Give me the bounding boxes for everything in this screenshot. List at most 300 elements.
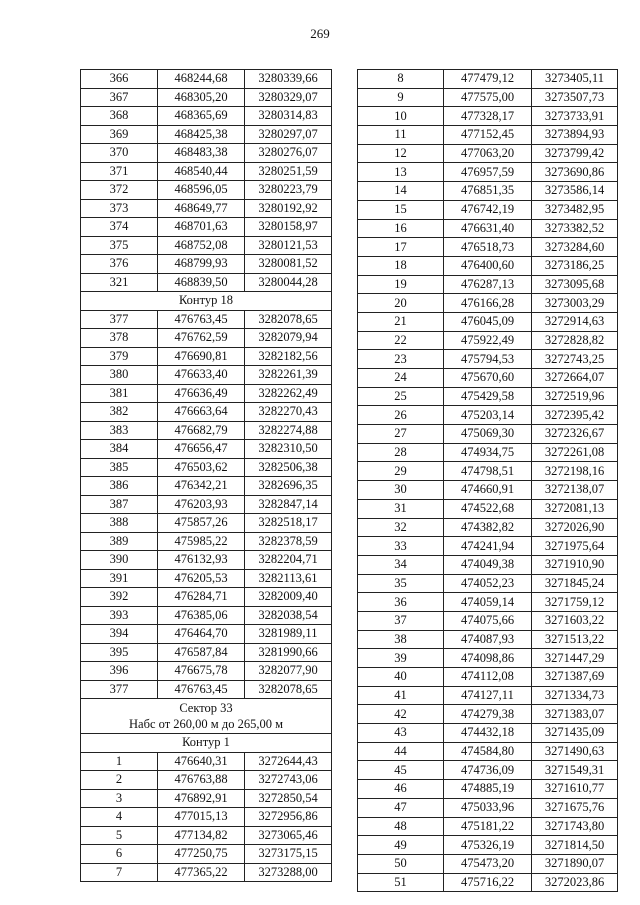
- x-coordinate-cell: 475203,14: [444, 406, 532, 425]
- point-number-cell: 368: [81, 107, 158, 126]
- y-coordinate-cell: 3272743,06: [245, 771, 332, 790]
- x-coordinate-cell: 476400,60: [444, 256, 532, 275]
- page-number: 269: [310, 26, 330, 41]
- x-coordinate-cell: 474049,38: [444, 555, 532, 574]
- x-coordinate-cell: 468799,93: [158, 255, 245, 274]
- y-coordinate-cell: 3271435,09: [532, 724, 618, 743]
- table-row: [81, 588, 332, 607]
- table-row: [81, 808, 332, 827]
- table-row: [81, 107, 332, 126]
- x-coordinate-cell: 475716,22: [444, 873, 532, 892]
- table-row: [81, 625, 332, 644]
- y-coordinate-cell: 3280121,53: [245, 236, 332, 255]
- x-coordinate-cell: 475794,53: [444, 350, 532, 369]
- table-row: [358, 854, 618, 873]
- x-coordinate-cell: 476342,21: [158, 477, 245, 496]
- y-coordinate-cell: 3273482,95: [532, 200, 618, 219]
- point-number-cell: 29: [358, 462, 444, 481]
- point-number-cell: 387: [81, 495, 158, 514]
- y-coordinate-cell: 3272850,54: [245, 789, 332, 808]
- x-coordinate-cell: 468839,50: [158, 273, 245, 292]
- table-row: [358, 780, 618, 799]
- y-coordinate-cell: 3271490,63: [532, 742, 618, 761]
- x-coordinate-cell: 476762,59: [158, 329, 245, 348]
- y-coordinate-cell: 3271447,29: [532, 649, 618, 668]
- coordinates-table-left: [80, 69, 332, 882]
- x-coordinate-cell: 477134,82: [158, 826, 245, 845]
- y-coordinate-cell: 3272956,86: [245, 808, 332, 827]
- point-number-cell: 393: [81, 606, 158, 625]
- y-coordinate-cell: 3271845,24: [532, 574, 618, 593]
- x-coordinate-cell: 474052,23: [444, 574, 532, 593]
- y-coordinate-cell: 3272198,16: [532, 462, 618, 481]
- x-coordinate-cell: 474432,18: [444, 724, 532, 743]
- x-coordinate-cell: 474098,86: [444, 649, 532, 668]
- table-row: [358, 256, 618, 275]
- x-coordinate-cell: 475326,19: [444, 836, 532, 855]
- x-coordinate-cell: 476675,78: [158, 662, 245, 681]
- x-coordinate-cell: 477015,13: [158, 808, 245, 827]
- x-coordinate-cell: 468649,77: [158, 199, 245, 218]
- table-row: [358, 350, 618, 369]
- point-number-cell: 4: [81, 808, 158, 827]
- y-coordinate-cell: 3282077,90: [245, 662, 332, 681]
- y-coordinate-cell: 3272664,07: [532, 369, 618, 388]
- point-number-cell: 376: [81, 255, 158, 274]
- y-coordinate-cell: 3282847,14: [245, 495, 332, 514]
- y-coordinate-cell: 3282378,59: [245, 532, 332, 551]
- y-coordinate-cell: 3273288,00: [245, 863, 332, 882]
- x-coordinate-cell: 477250,75: [158, 845, 245, 864]
- x-coordinate-cell: 475429,58: [444, 387, 532, 406]
- point-number-cell: 3: [81, 789, 158, 808]
- x-coordinate-cell: 476287,13: [444, 275, 532, 294]
- y-coordinate-cell: 3273175,15: [245, 845, 332, 864]
- table-row: [81, 863, 332, 882]
- point-number-cell: 43: [358, 724, 444, 743]
- point-number-cell: 45: [358, 761, 444, 780]
- table-row: [358, 836, 618, 855]
- section-header: Сектор 33 Набс от 260,00 м до 265,00 м: [81, 699, 332, 734]
- table-row: [81, 421, 332, 440]
- table-row: [358, 126, 618, 145]
- y-coordinate-cell: 3282078,65: [245, 310, 332, 329]
- point-number-cell: 51: [358, 873, 444, 892]
- table-row: [81, 495, 332, 514]
- table-row: [81, 771, 332, 790]
- x-coordinate-cell: 474075,66: [444, 611, 532, 630]
- point-number-cell: 50: [358, 854, 444, 873]
- table-row: [81, 384, 332, 403]
- table-row: [81, 662, 332, 681]
- point-number-cell: 369: [81, 125, 158, 144]
- section-header: Контур 18: [81, 292, 332, 311]
- x-coordinate-cell: 474736,09: [444, 761, 532, 780]
- point-number-cell: 378: [81, 329, 158, 348]
- x-coordinate-cell: 476682,79: [158, 421, 245, 440]
- table-row: [358, 761, 618, 780]
- y-coordinate-cell: 3282261,39: [245, 366, 332, 385]
- x-coordinate-cell: 474112,08: [444, 668, 532, 687]
- table-row: [81, 236, 332, 255]
- table-row: [81, 752, 332, 771]
- point-number-cell: 35: [358, 574, 444, 593]
- y-coordinate-cell: 3273003,29: [532, 294, 618, 313]
- x-coordinate-cell: 468752,08: [158, 236, 245, 255]
- point-number-cell: 46: [358, 780, 444, 799]
- y-coordinate-cell: 3273799,42: [532, 144, 618, 163]
- x-coordinate-cell: 474087,93: [444, 630, 532, 649]
- table-row: [358, 705, 618, 724]
- y-coordinate-cell: 3271334,73: [532, 686, 618, 705]
- x-coordinate-cell: 474885,19: [444, 780, 532, 799]
- y-coordinate-cell: 3271610,77: [532, 780, 618, 799]
- y-coordinate-cell: 3272644,43: [245, 752, 332, 771]
- x-coordinate-cell: 476203,93: [158, 495, 245, 514]
- point-number-cell: 19: [358, 275, 444, 294]
- point-number-cell: 321: [81, 273, 158, 292]
- x-coordinate-cell: 474798,51: [444, 462, 532, 481]
- table-row: [81, 162, 332, 181]
- x-coordinate-cell: 468365,69: [158, 107, 245, 126]
- point-number-cell: 48: [358, 817, 444, 836]
- point-number-cell: 39: [358, 649, 444, 668]
- point-number-cell: 390: [81, 551, 158, 570]
- table-row: [81, 255, 332, 274]
- x-coordinate-cell: 474279,38: [444, 705, 532, 724]
- point-number-cell: 21: [358, 312, 444, 331]
- y-coordinate-cell: 3282506,38: [245, 458, 332, 477]
- point-number-cell: 27: [358, 425, 444, 444]
- point-number-cell: 381: [81, 384, 158, 403]
- point-number-cell: 377: [81, 680, 158, 699]
- point-number-cell: 37: [358, 611, 444, 630]
- point-number-cell: 367: [81, 88, 158, 107]
- point-number-cell: 30: [358, 481, 444, 500]
- table-row: [81, 125, 332, 144]
- point-number-cell: 41: [358, 686, 444, 705]
- point-number-cell: 42: [358, 705, 444, 724]
- x-coordinate-cell: 476742,19: [444, 200, 532, 219]
- point-number-cell: 384: [81, 440, 158, 459]
- point-number-cell: 375: [81, 236, 158, 255]
- x-coordinate-cell: 476045,09: [444, 312, 532, 331]
- x-coordinate-cell: 474382,82: [444, 518, 532, 537]
- table-row: [358, 238, 618, 257]
- section-header-row: [81, 699, 332, 734]
- point-number-cell: 18: [358, 256, 444, 275]
- x-coordinate-cell: 476385,06: [158, 606, 245, 625]
- point-number-cell: 388: [81, 514, 158, 533]
- y-coordinate-cell: 3282078,65: [245, 680, 332, 699]
- y-coordinate-cell: 3282696,35: [245, 477, 332, 496]
- y-coordinate-cell: 3272138,07: [532, 481, 618, 500]
- point-number-cell: 26: [358, 406, 444, 425]
- y-coordinate-cell: 3272081,13: [532, 499, 618, 518]
- x-coordinate-cell: 476132,93: [158, 551, 245, 570]
- table-row: [358, 275, 618, 294]
- table-row: [81, 403, 332, 422]
- x-coordinate-cell: 474059,14: [444, 593, 532, 612]
- x-coordinate-cell: 468596,05: [158, 181, 245, 200]
- point-number-cell: 17: [358, 238, 444, 257]
- x-coordinate-cell: 474127,11: [444, 686, 532, 705]
- table-row: [81, 440, 332, 459]
- table-row: [81, 532, 332, 551]
- x-coordinate-cell: 468701,63: [158, 218, 245, 237]
- table-row: [81, 569, 332, 588]
- point-number-cell: 386: [81, 477, 158, 496]
- point-number-cell: 371: [81, 162, 158, 181]
- y-coordinate-cell: 3280044,28: [245, 273, 332, 292]
- y-coordinate-cell: 3271383,07: [532, 705, 618, 724]
- x-coordinate-cell: 477152,45: [444, 126, 532, 145]
- y-coordinate-cell: 3271743,80: [532, 817, 618, 836]
- x-coordinate-cell: 475670,60: [444, 369, 532, 388]
- table-row: [358, 219, 618, 238]
- y-coordinate-cell: 3280339,66: [245, 70, 332, 89]
- point-number-cell: 23: [358, 350, 444, 369]
- table-row: [81, 606, 332, 625]
- x-coordinate-cell: 477479,12: [444, 70, 532, 89]
- x-coordinate-cell: 476166,28: [444, 294, 532, 313]
- table-row: [358, 593, 618, 612]
- point-number-cell: 379: [81, 347, 158, 366]
- table-row: [81, 181, 332, 200]
- x-coordinate-cell: 476518,73: [444, 238, 532, 257]
- y-coordinate-cell: 3280314,83: [245, 107, 332, 126]
- x-coordinate-cell: 468244,68: [158, 70, 245, 89]
- x-coordinate-cell: 476636,49: [158, 384, 245, 403]
- point-number-cell: 32: [358, 518, 444, 537]
- table-row: [81, 70, 332, 89]
- x-coordinate-cell: 476892,91: [158, 789, 245, 808]
- point-number-cell: 1: [81, 752, 158, 771]
- point-number-cell: 28: [358, 443, 444, 462]
- y-coordinate-cell: 3282113,61: [245, 569, 332, 588]
- table-row: [358, 686, 618, 705]
- x-coordinate-cell: 476587,84: [158, 643, 245, 662]
- table-row: [358, 425, 618, 444]
- table-row: [358, 200, 618, 219]
- y-coordinate-cell: 3271603,22: [532, 611, 618, 630]
- x-coordinate-cell: 475473,20: [444, 854, 532, 873]
- point-number-cell: 394: [81, 625, 158, 644]
- point-number-cell: 389: [81, 532, 158, 551]
- y-coordinate-cell: 3272395,42: [532, 406, 618, 425]
- y-coordinate-cell: 3280081,52: [245, 255, 332, 274]
- y-coordinate-cell: 3282079,94: [245, 329, 332, 348]
- y-coordinate-cell: 3282009,40: [245, 588, 332, 607]
- x-coordinate-cell: 476631,40: [444, 219, 532, 238]
- point-number-cell: 396: [81, 662, 158, 681]
- y-coordinate-cell: 3271513,22: [532, 630, 618, 649]
- table-row: [358, 294, 618, 313]
- y-coordinate-cell: 3282274,88: [245, 421, 332, 440]
- y-coordinate-cell: 3271910,90: [532, 555, 618, 574]
- table-row: [358, 668, 618, 687]
- table-row: [81, 643, 332, 662]
- point-number-cell: 392: [81, 588, 158, 607]
- y-coordinate-cell: 3273507,73: [532, 88, 618, 107]
- table-row: [358, 537, 618, 556]
- x-coordinate-cell: 476690,81: [158, 347, 245, 366]
- x-coordinate-cell: 474522,68: [444, 499, 532, 518]
- point-number-cell: 13: [358, 163, 444, 182]
- point-number-cell: 370: [81, 144, 158, 163]
- point-number-cell: 395: [81, 643, 158, 662]
- table-row: [358, 163, 618, 182]
- table-row: [81, 273, 332, 292]
- point-number-cell: 373: [81, 199, 158, 218]
- y-coordinate-cell: 3273690,86: [532, 163, 618, 182]
- table-row: [81, 347, 332, 366]
- x-coordinate-cell: 476763,88: [158, 771, 245, 790]
- y-coordinate-cell: 3282310,50: [245, 440, 332, 459]
- y-coordinate-cell: 3273186,25: [532, 256, 618, 275]
- x-coordinate-cell: 475922,49: [444, 331, 532, 350]
- point-number-cell: 22: [358, 331, 444, 350]
- x-coordinate-cell: 475985,22: [158, 532, 245, 551]
- table-row: [358, 369, 618, 388]
- table-row: [358, 611, 618, 630]
- y-coordinate-cell: 3282262,49: [245, 384, 332, 403]
- y-coordinate-cell: 3272914,63: [532, 312, 618, 331]
- y-coordinate-cell: 3271814,50: [532, 836, 618, 855]
- table-row: [358, 107, 618, 126]
- y-coordinate-cell: 3272026,90: [532, 518, 618, 537]
- point-number-cell: 380: [81, 366, 158, 385]
- point-number-cell: 36: [358, 593, 444, 612]
- x-coordinate-cell: 474584,80: [444, 742, 532, 761]
- y-coordinate-cell: 3273894,93: [532, 126, 618, 145]
- table-row: [358, 144, 618, 163]
- x-coordinate-cell: 476663,64: [158, 403, 245, 422]
- x-coordinate-cell: 468305,20: [158, 88, 245, 107]
- y-coordinate-cell: 3272519,96: [532, 387, 618, 406]
- y-coordinate-cell: 3280158,97: [245, 218, 332, 237]
- y-coordinate-cell: 3280329,07: [245, 88, 332, 107]
- x-coordinate-cell: 476640,31: [158, 752, 245, 771]
- table-row: [358, 499, 618, 518]
- point-number-cell: 372: [81, 181, 158, 200]
- y-coordinate-cell: 3271759,12: [532, 593, 618, 612]
- table-row: [358, 462, 618, 481]
- table-row: [81, 680, 332, 699]
- y-coordinate-cell: 3280223,79: [245, 181, 332, 200]
- y-coordinate-cell: 3272023,86: [532, 873, 618, 892]
- table-row: [358, 798, 618, 817]
- x-coordinate-cell: 468483,38: [158, 144, 245, 163]
- point-number-cell: 383: [81, 421, 158, 440]
- y-coordinate-cell: 3273733,91: [532, 107, 618, 126]
- table-row: [358, 70, 618, 89]
- x-coordinate-cell: 475857,26: [158, 514, 245, 533]
- y-coordinate-cell: 3273095,68: [532, 275, 618, 294]
- point-number-cell: 6: [81, 845, 158, 864]
- table-row: [358, 88, 618, 107]
- x-coordinate-cell: 476957,59: [444, 163, 532, 182]
- table-row: [81, 514, 332, 533]
- x-coordinate-cell: 475069,30: [444, 425, 532, 444]
- point-number-cell: 44: [358, 742, 444, 761]
- x-coordinate-cell: 476633,40: [158, 366, 245, 385]
- y-coordinate-cell: 3280192,92: [245, 199, 332, 218]
- x-coordinate-cell: 476763,45: [158, 310, 245, 329]
- y-coordinate-cell: 3282518,17: [245, 514, 332, 533]
- point-number-cell: 391: [81, 569, 158, 588]
- x-coordinate-cell: 477575,00: [444, 88, 532, 107]
- point-number-cell: 374: [81, 218, 158, 237]
- table-row: [81, 458, 332, 477]
- table-row: [81, 366, 332, 385]
- y-coordinate-cell: 3273586,14: [532, 182, 618, 201]
- x-coordinate-cell: 474934,75: [444, 443, 532, 462]
- x-coordinate-cell: 476284,71: [158, 588, 245, 607]
- table-row: [358, 443, 618, 462]
- y-coordinate-cell: 3282270,43: [245, 403, 332, 422]
- point-number-cell: 20: [358, 294, 444, 313]
- table-row: [358, 742, 618, 761]
- point-number-cell: 24: [358, 369, 444, 388]
- table-row: [358, 817, 618, 836]
- y-coordinate-cell: 3273284,60: [532, 238, 618, 257]
- x-coordinate-cell: 476205,53: [158, 569, 245, 588]
- x-coordinate-cell: 477328,17: [444, 107, 532, 126]
- point-number-cell: 7: [81, 863, 158, 882]
- point-number-cell: 14: [358, 182, 444, 201]
- y-coordinate-cell: 3282182,56: [245, 347, 332, 366]
- x-coordinate-cell: 468540,44: [158, 162, 245, 181]
- table-row: [358, 387, 618, 406]
- y-coordinate-cell: 3282204,71: [245, 551, 332, 570]
- section-header: Контур 1: [81, 734, 332, 753]
- y-coordinate-cell: 3273405,11: [532, 70, 618, 89]
- y-coordinate-cell: 3271549,31: [532, 761, 618, 780]
- point-number-cell: 47: [358, 798, 444, 817]
- table-row: [81, 144, 332, 163]
- x-coordinate-cell: 475033,96: [444, 798, 532, 817]
- table-row: [358, 873, 618, 892]
- point-number-cell: 2: [81, 771, 158, 790]
- table-row: [81, 826, 332, 845]
- x-coordinate-cell: 476464,70: [158, 625, 245, 644]
- table-row: [358, 331, 618, 350]
- section-header-row: [81, 734, 332, 753]
- y-coordinate-cell: 3272326,67: [532, 425, 618, 444]
- x-coordinate-cell: 477063,20: [444, 144, 532, 163]
- point-number-cell: 5: [81, 826, 158, 845]
- x-coordinate-cell: 474241,94: [444, 537, 532, 556]
- point-number-cell: 366: [81, 70, 158, 89]
- y-coordinate-cell: 3281990,66: [245, 643, 332, 662]
- x-coordinate-cell: 475181,22: [444, 817, 532, 836]
- table-row: [81, 329, 332, 348]
- point-number-cell: 11: [358, 126, 444, 145]
- x-coordinate-cell: 476763,45: [158, 680, 245, 699]
- point-number-cell: 31: [358, 499, 444, 518]
- table-row: [358, 406, 618, 425]
- y-coordinate-cell: 3271975,64: [532, 537, 618, 556]
- x-coordinate-cell: 477365,22: [158, 863, 245, 882]
- point-number-cell: 9: [358, 88, 444, 107]
- y-coordinate-cell: 3280251,59: [245, 162, 332, 181]
- table-row: [358, 481, 618, 500]
- point-number-cell: 377: [81, 310, 158, 329]
- y-coordinate-cell: 3271387,69: [532, 668, 618, 687]
- table-row: [358, 518, 618, 537]
- table-row: [81, 845, 332, 864]
